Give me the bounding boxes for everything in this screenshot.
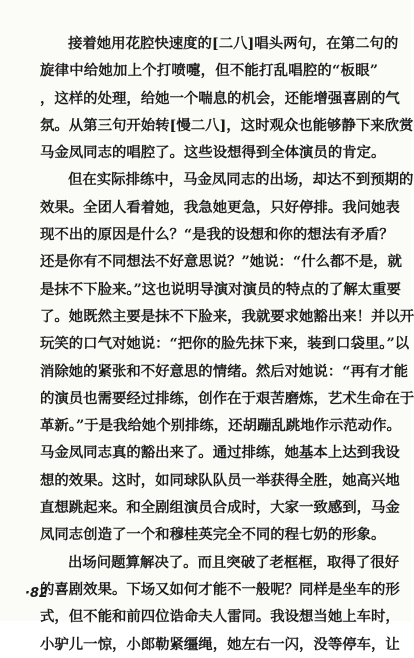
body-text (40, 30, 414, 658)
text-line: 旋律中给她加上个打喷嚏，但不能打乱唱腔的“板眼” (40, 62, 378, 80)
text-line: 的演员也需要经过排练，创作在于艰苦磨炼，艺术生命在于 (40, 389, 414, 407)
text-line: 式，但不能和前四位诰命夫人雷同。我设想当她上车时， (40, 608, 400, 626)
text-line: 接着她用花腔快速度的[二八]唱头两句，在第二句的 (68, 35, 399, 52)
text-line: ，这样的处理，给她一个喘息的机会，还能增强喜剧的气 (40, 89, 400, 107)
text-line: 直想跳起来。和全剧组演员合成时，大家一致感到，马金 (40, 499, 400, 517)
text-line: 现不出的原因是什么？“是我的设想和你的想法有矛盾？ (40, 226, 394, 244)
text-line: 消除她的紧张和不好意思的情绪。然后对她说：“再有才能 (40, 362, 409, 380)
text-line: 是抹不下脸来。”这也说明导演对演员的特点的了解太重要 (40, 280, 401, 298)
text-line: 马金凤同志真的豁出来了。通过排练，她基本上达到我设 (40, 444, 400, 462)
text-line: 的喜剧效果。下场又如何才能不一般呢？同样是坐车的形 (40, 580, 400, 598)
text-line: 效果。全团人看着她，我急她更急，只好停排。我问她表 (40, 198, 400, 216)
text-line: 凤同志创造了一个和穆桂英完全不同的程七奶的形象。 (40, 526, 386, 544)
text-line: 但在实际排练中，马金凤同志的出场，却达不到预期的 (68, 171, 414, 189)
text-line: 马金凤同志的唱腔了。这些设想得到全体演员的肯定。 (40, 144, 386, 162)
text-line: 出场问题算解决了。而且突破了老框框，取得了很好 (68, 553, 399, 571)
page-number: ·82 (25, 586, 49, 601)
text-line: 小驴儿一惊，小郎勒紧缰绳，她左右一闪，没等停车，让 (40, 635, 400, 653)
text-line: 玩笑的口气对她说：“把你的脸先抹下来，装到口袋里。”以 (40, 335, 410, 353)
text-line: 想的效果。这时，如同球队队员一举获得全胜，她高兴地 (40, 471, 400, 489)
text-line: 还是你有不同想法不好意思说？”她说：“什么都不是，就 (40, 253, 402, 271)
text-line: 革新。”于是我给她个别排练，还胡蹦乱跳地作示范动作。 (40, 417, 401, 435)
text-line: 氛。从第三句开始转[慢二八]，这时观众也能够静下来欣赏 (40, 116, 414, 134)
text-line: 了。她既然主要是抹不下脸来，我就要求她豁出来！并以开 (40, 307, 414, 325)
